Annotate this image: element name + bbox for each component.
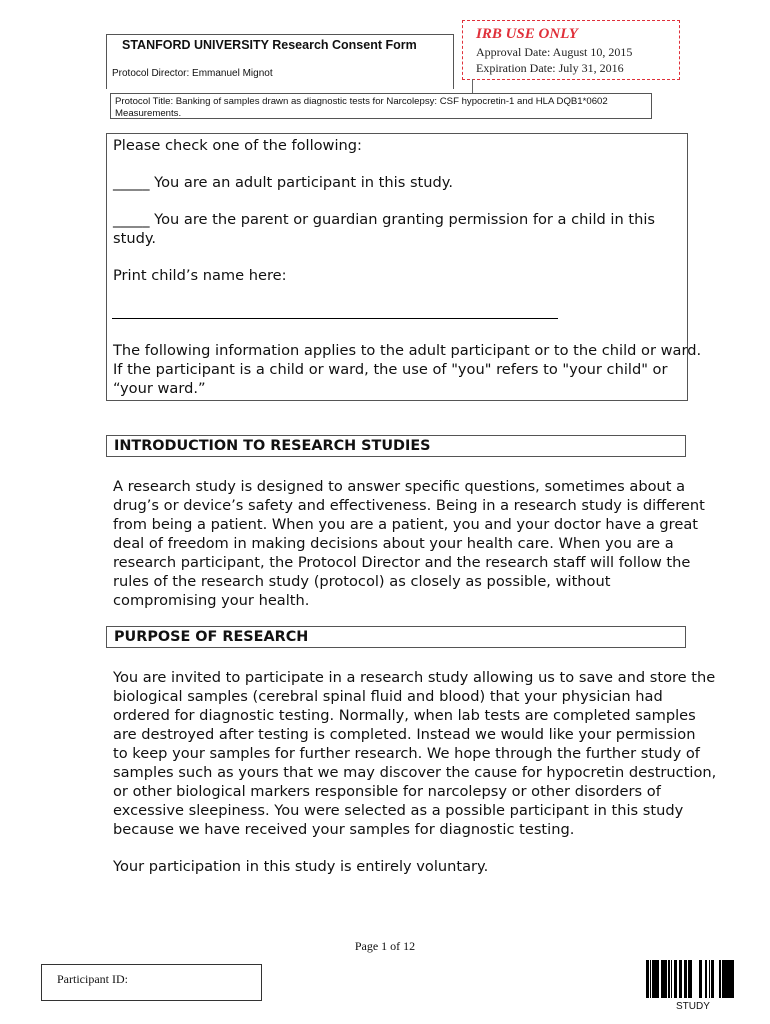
intro-line: from being a patient. When you are a patient, you and your doctor have a great <box>113 516 698 533</box>
purpose-heading: PURPOSE OF RESEARCH <box>114 629 309 645</box>
form-title: STANFORD UNIVERSITY Research Consent Form <box>122 38 417 52</box>
option-parent-guardian[interactable]: _____ You are the parent or guardian granting permission for a child in this <box>113 211 655 228</box>
intro-line: A research study is designed to answer specific questions, sometimes about a <box>113 478 686 495</box>
protocol-title-line: Protocol Title: Banking of samples drawn as diagnostic tests for Narcolepsy: CSF hypocretin-1 and HLA DQB1*0602 <box>115 96 608 107</box>
purpose-line: are destroyed after testing is completed. Instead we would like your permission <box>113 726 696 743</box>
purpose-line: to keep your samples for further research. We hope through the further study of <box>113 745 700 762</box>
purpose-line: because we have received your samples for diagnostic testing. <box>113 821 575 838</box>
purpose-line: samples such as yours that we may discover the cause for hypocretin destruction, <box>113 764 717 781</box>
protocol-title-line: Measurements. <box>115 107 182 119</box>
intro-line: compromising your health. <box>113 592 310 609</box>
info-line: “your ward.” <box>113 380 206 397</box>
voluntary-statement: Your participation in this study is entirely voluntary. <box>113 858 489 875</box>
irb-connector <box>472 79 473 93</box>
protocol-title-box <box>110 93 652 119</box>
child-name-prompt: Print child’s name here: <box>113 267 287 284</box>
irb-title: IRB USE ONLY <box>476 26 578 42</box>
intro-line: deal of freedom in making decisions about your health care. When you are a <box>113 535 674 552</box>
info-line: The following information applies to the adult participant or to the child or ward. <box>113 342 702 359</box>
purpose-line: excessive sleepiness. You were selected as a possible participant in this study <box>113 802 684 819</box>
check-prompt: Please check one of the following: <box>113 137 362 154</box>
irb-approval-date: Approval Date: August 10, 2015 <box>476 45 633 59</box>
purpose-line: ordered for diagnostic testing. Normally, when lab tests are completed samples <box>113 707 696 724</box>
option-parent-guardian-cont: study. <box>113 230 157 247</box>
intro-line: research participant, the Protocol Director and the research staff will follow the <box>113 554 691 571</box>
purpose-line: You are invited to participate in a research study allowing us to save and store the <box>113 669 716 686</box>
option-adult-participant[interactable]: _____ You are an adult participant in this study. <box>113 174 453 191</box>
info-line: If the participant is a child or ward, the use of "you" refers to "your child" or <box>113 361 668 378</box>
participant-id-label: Participant ID: <box>57 972 128 986</box>
introduction-heading: INTRODUCTION TO RESEARCH STUDIES <box>114 438 431 454</box>
child-name-line[interactable] <box>112 318 558 319</box>
purpose-line: or other biological markers responsible for narcolepsy or other disorders of <box>113 783 661 800</box>
purpose-line: biological samples (cerebral spinal fluid and blood) that your physician had <box>113 688 663 705</box>
barcode-icon <box>646 960 734 998</box>
page-number: Page 1 of 12 <box>354 939 416 953</box>
intro-line: drug’s or device’s safety and effectiveness. Being in a research study is different <box>113 497 705 514</box>
irb-expiration-date: Expiration Date: July 31, 2016 <box>476 61 624 75</box>
protocol-director: Protocol Director: Emmanuel Mignot <box>112 68 273 79</box>
barcode-label: STUDY <box>676 1001 710 1012</box>
intro-line: rules of the research study (protocol) as closely as possible, without <box>113 573 611 590</box>
